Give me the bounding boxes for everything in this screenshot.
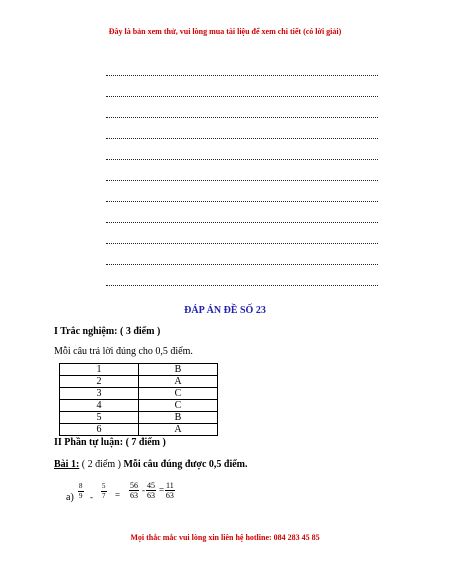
item-a-label: a) [66,492,74,503]
dotted-line [106,181,378,202]
question-number: 2 [60,376,139,388]
fraction-56-63: $\frac{56}{63}$ [130,481,138,500]
table-row [60,376,218,388]
question-number: 5 [60,412,139,424]
dotted-line [106,160,378,181]
fraction-8-9: $\frac{8}{9}$ [79,482,83,500]
answer-choice: C [139,388,218,400]
question-number: 3 [60,388,139,400]
blank-answer-lines [106,55,378,286]
bai1-label: Bài 1: [54,459,80,470]
preview-notice: Đây là bản xem thử, vui lòng mua tài liệu để xem chi tiết (có lời giải) [108,27,342,36]
table-row [60,388,218,400]
part1-scoring-note: Mỗi câu trả lời đúng cho 0,5 điểm. [54,346,193,357]
bai1-scoring-note: Mỗi câu đúng được 0,5 điểm. [123,459,248,470]
fraction-11-63: $\frac{11}{63}$ [165,481,174,500]
table-row [60,400,218,412]
dotted-line [106,55,378,76]
answer-choice: B [139,364,218,376]
question-number: 1 [60,364,139,376]
part2-heading: II Phần tự luận: ( 7 điểm ) [54,437,166,448]
hotline-notice: Mọi thắc mắc vui lòng xin liên hệ hotline: 084 283 45 85 [130,533,320,542]
dotted-line [106,76,378,97]
dotted-line [106,244,378,265]
answer-choice: C [139,400,218,412]
answer-choice: A [139,424,218,436]
bai1-points: ( 2 điểm ) [81,459,121,470]
fraction-45-63: $\frac{45}{63}$ [147,481,155,500]
equals-sign: = [159,485,165,495]
minus-sign: - [90,492,93,502]
table-row [60,412,218,424]
answer-table [59,363,218,436]
minus-sign: - [142,485,145,495]
dotted-line [106,118,378,139]
dotted-line [106,97,378,118]
dotted-line [106,202,378,223]
equals-sign: = [115,490,121,500]
answer-choice: B [139,412,218,424]
bai1-line [54,459,248,470]
question-number: 4 [60,400,139,412]
dotted-line [106,265,378,286]
part1-heading: I Trắc nghiệm: ( 3 điểm ) [54,326,161,337]
question-number: 6 [60,424,139,436]
fraction-5-7: $\frac{5}{7}$ [102,482,106,500]
dotted-line [106,223,378,244]
table-row [60,424,218,436]
dotted-line [106,139,378,160]
table-row [60,364,218,376]
answer-key-title: ĐÁP ÁN ĐỀ SỐ 23 [184,305,266,316]
answer-choice: A [139,376,218,388]
